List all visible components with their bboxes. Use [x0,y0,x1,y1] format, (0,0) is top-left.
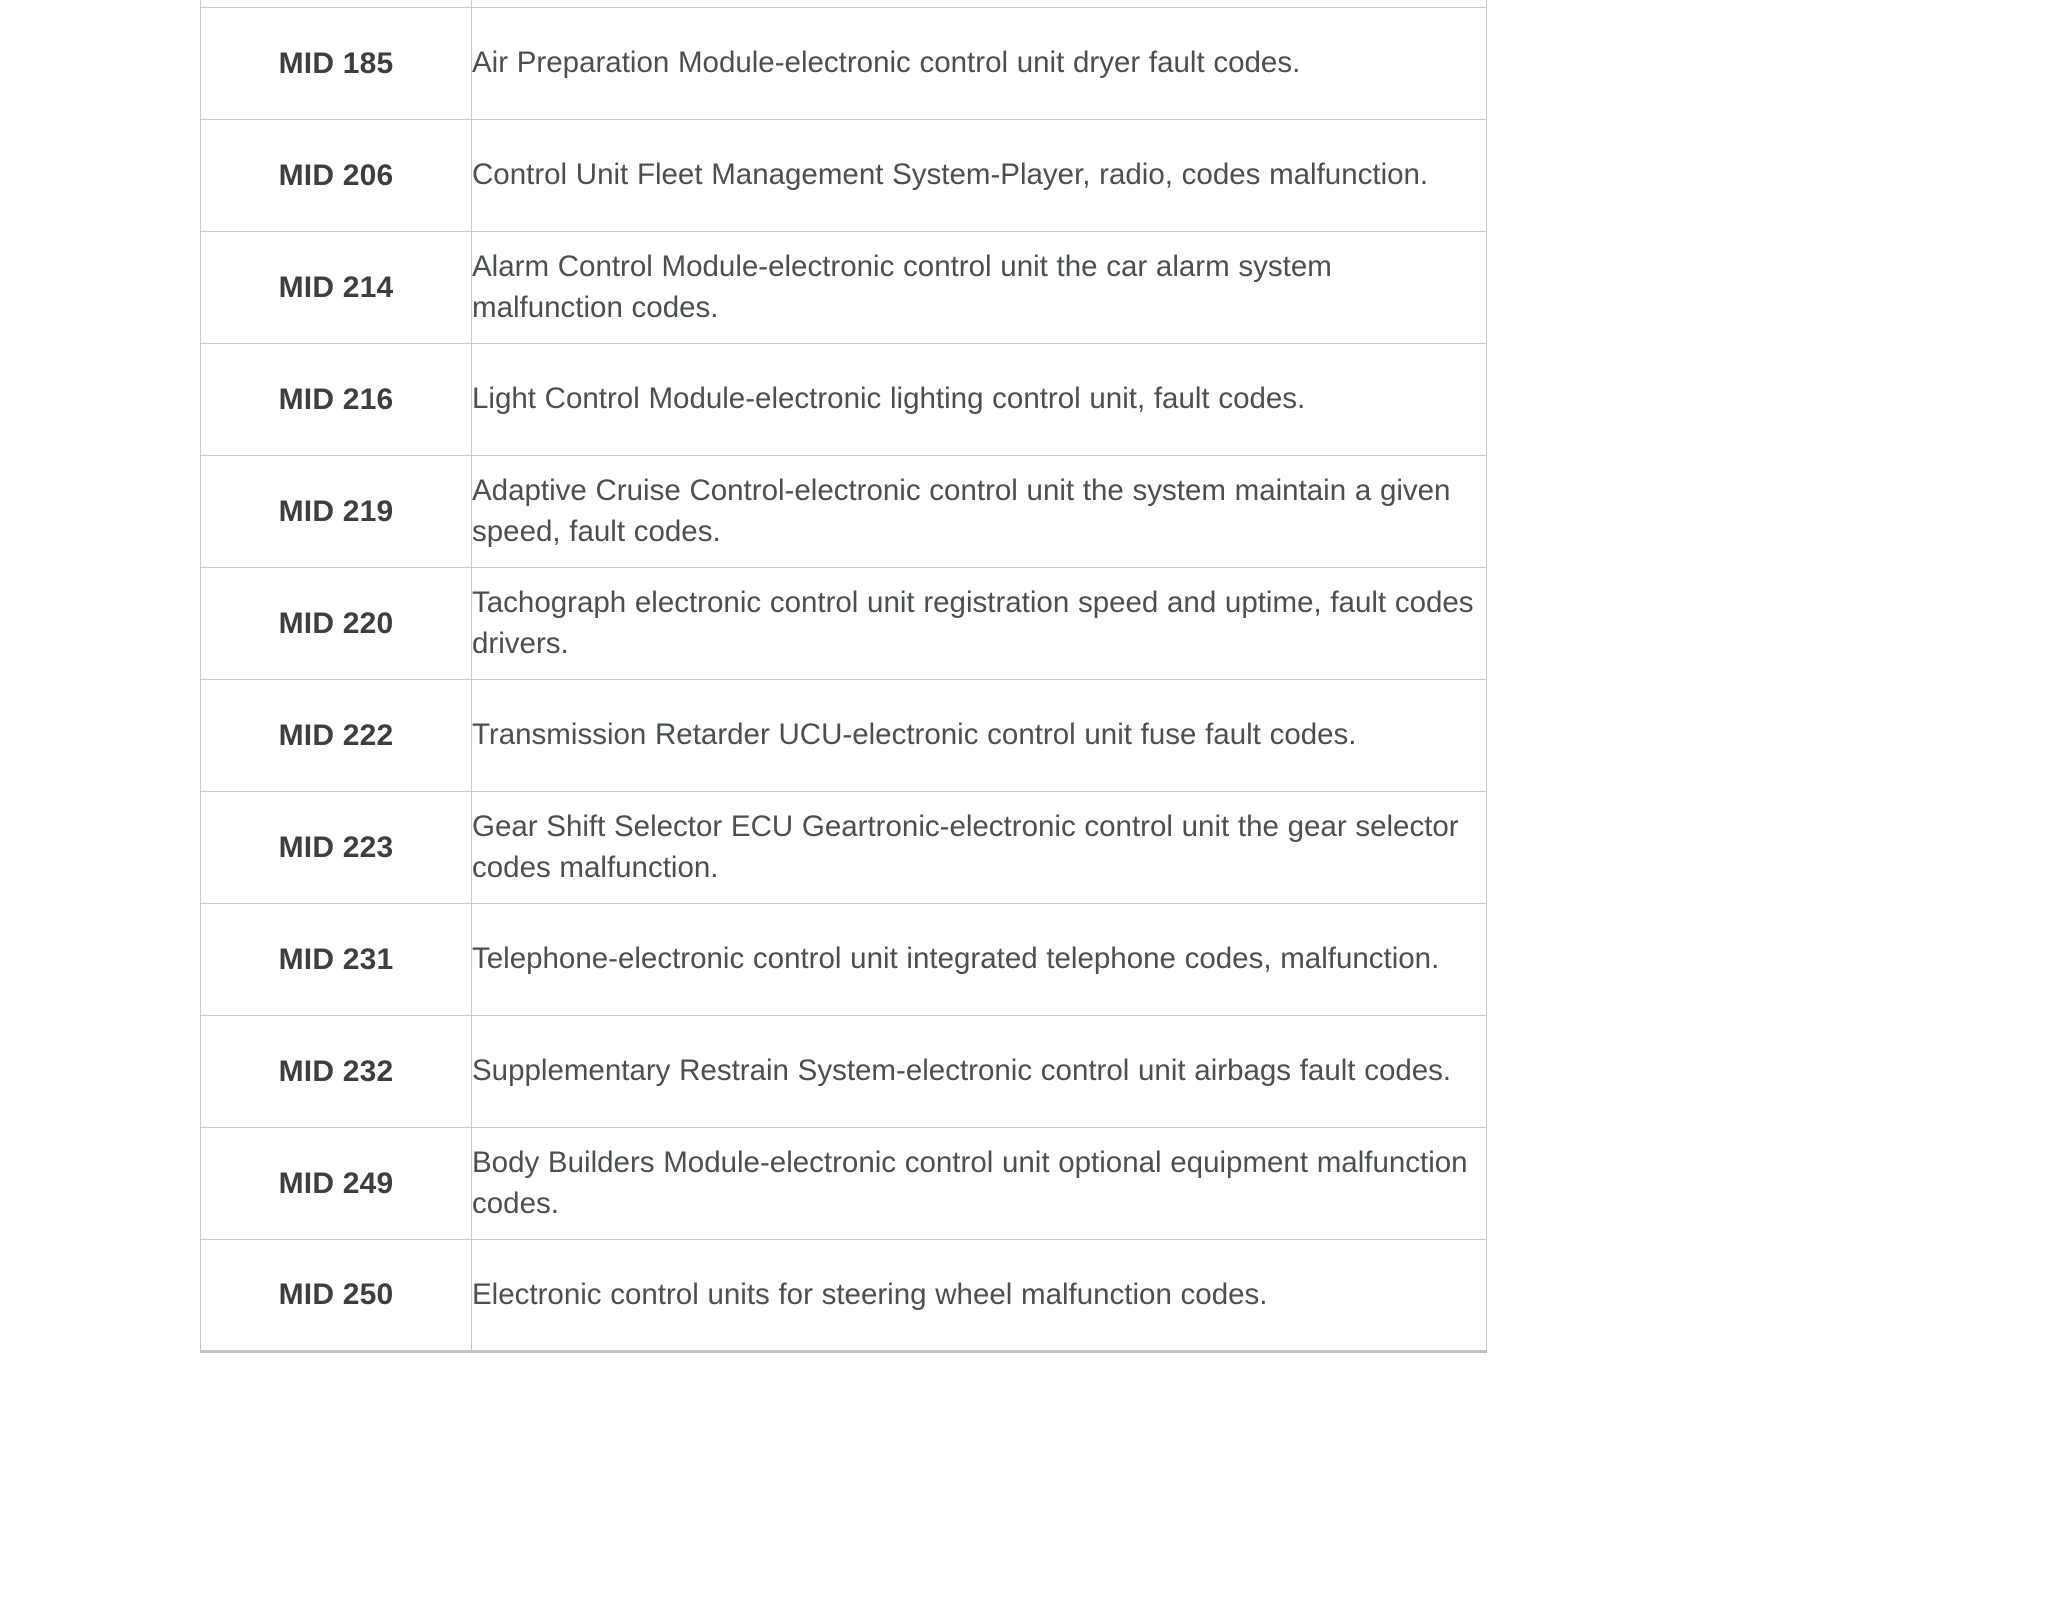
mid-code-cell: MID 206 [201,120,472,232]
table-row [201,232,1487,344]
mid-code-cell: MID 250 [201,1240,472,1352]
mid-fault-code-table [200,0,1487,1353]
mid-description-cell [472,792,1487,904]
mid-description-cell [472,0,1487,8]
mid-description-cell [472,8,1487,120]
mid-description-cell [472,1016,1487,1128]
mid-code-cell: MID 216 [201,344,472,456]
mid-description-text: Air Preparation Module-electronic control unit dryer fault codes. [472,46,1301,80]
table-row [201,904,1487,1016]
table-row [201,456,1487,568]
mid-code-cell: MID 185 [201,8,472,120]
mid-fault-code-table-wrapper [200,0,1486,1353]
mid-code-cell: MID 223 [201,792,472,904]
table-body [201,0,1487,1352]
table-row [201,0,1487,8]
table-row [201,8,1487,120]
mid-description-cell [472,456,1487,568]
table-row [201,120,1487,232]
mid-description-text: Control Unit Fleet Management System-Player, radio, codes malfunction. [472,158,1429,192]
mid-description-text: Tachograph electronic control unit registration speed and uptime, fault codes drivers. [472,586,1474,660]
mid-code-cell: MID 219 [201,456,472,568]
mid-description-text: Telephone-electronic control unit integrated telephone codes, malfunction. [472,942,1440,976]
mid-description-cell [472,120,1487,232]
mid-description-cell [472,232,1487,344]
table-row [201,568,1487,680]
mid-code-cell: MID 214 [201,232,472,344]
table-row [201,680,1487,792]
table-row [201,1240,1487,1352]
mid-code-cell: MID 232 [201,1016,472,1128]
mid-description-cell [472,1240,1487,1352]
mid-description-text: Alarm Control Module-electronic control unit the car alarm system malfunction codes. [472,250,1332,324]
mid-code-cell: MID 222 [201,680,472,792]
mid-description-text: Body Builders Module-electronic control unit optional equipment malfunction codes. [472,1146,1468,1220]
mid-description-text: Transmission Retarder UCU-electronic control unit fuse fault codes. [472,718,1357,752]
mid-description-text: Adaptive Cruise Control-electronic control unit the system maintain a given speed, fault codes. [472,474,1451,548]
mid-description-cell [472,344,1487,456]
table-row [201,1016,1487,1128]
mid-code-cell: MID 249 [201,1128,472,1240]
mid-code-cell: MID 231 [201,904,472,1016]
mid-description-cell [472,680,1487,792]
table-row [201,792,1487,904]
table-row [201,344,1487,456]
mid-description-text: Electronic control units for steering wheel malfunction codes. [472,1277,1268,1311]
mid-code-cell [201,0,472,8]
mid-code-cell: MID 220 [201,568,472,680]
mid-description-cell [472,568,1487,680]
mid-description-text: Gear Shift Selector ECU Geartronic-electronic control unit the gear selector codes malfunction. [472,810,1459,884]
mid-description-cell [472,904,1487,1016]
table-row [201,1128,1487,1240]
mid-description-text: Supplementary Restrain System-electronic control unit airbags fault codes. [472,1054,1452,1088]
mid-description-text: Light Control Module-electronic lighting control unit, fault codes. [472,382,1306,416]
mid-description-cell [472,1128,1487,1240]
